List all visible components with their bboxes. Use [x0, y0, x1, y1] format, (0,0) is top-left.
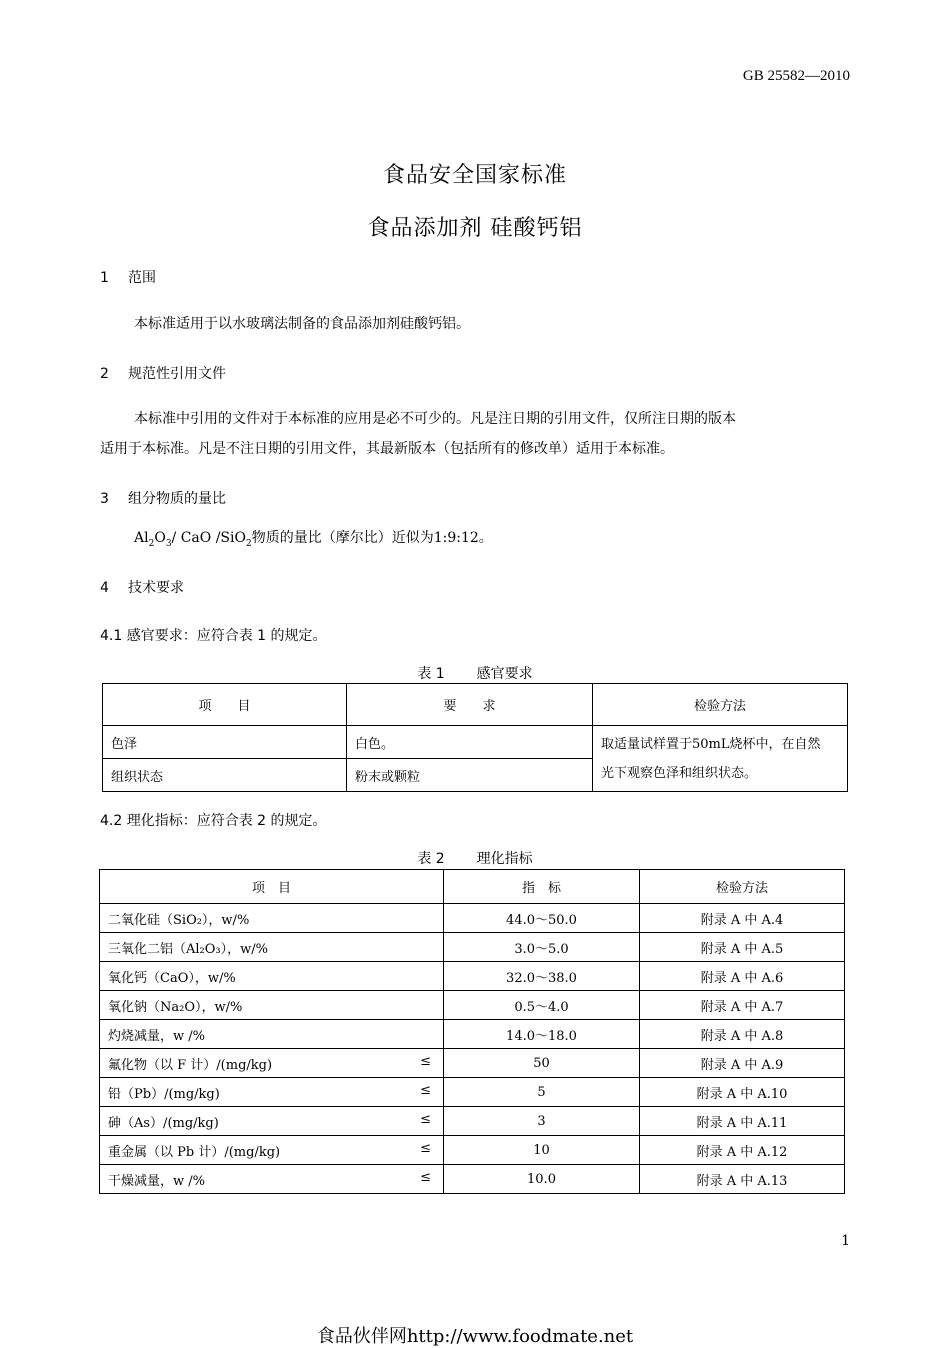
value-cell: 50: [444, 1049, 640, 1078]
value-cell: 32.0～38.0: [444, 962, 640, 991]
ratio-text: 物质的量比（摩尔比）近似为1:9:12。: [251, 530, 493, 546]
section-number: 4: [100, 580, 109, 596]
method-cell: 附录 A 中 A.6: [640, 962, 845, 991]
method-line: 取适量试样置于50mL烧杯中，在自然: [601, 736, 821, 752]
method-cell: 附录 A 中 A.8: [640, 1020, 845, 1049]
table-row: [100, 904, 845, 933]
caption-number: 表 1: [417, 666, 445, 682]
section-number: 2: [100, 366, 109, 382]
item-cell: [100, 1136, 444, 1165]
item-label: 重金属（以 Pb 计）/(mg/kg): [108, 1144, 281, 1160]
value-cell: 3: [444, 1107, 640, 1136]
le-symbol: ≤: [420, 1140, 431, 1156]
value-cell: 14.0～18.0: [444, 1020, 640, 1049]
value-cell: 5: [444, 1078, 640, 1107]
table-row: [100, 991, 845, 1020]
item-cell: 组织状态: [103, 759, 347, 792]
table-row: [100, 1107, 845, 1136]
method-cell: 附录 A 中 A.12: [640, 1136, 845, 1165]
section-4-2-heading: 4.2 理化指标：应符合表 2 的规定。: [100, 813, 327, 829]
section-3-heading: [100, 488, 226, 508]
item-cell: 三氧化二铝（Al₂O₃），w/%: [100, 933, 444, 962]
table-header-row: [103, 684, 848, 726]
item-cell: 灼烧减量，w /%: [100, 1020, 444, 1049]
section-title: 范围: [128, 270, 156, 286]
le-symbol: ≤: [420, 1111, 431, 1127]
item-label: 砷（As）/(mg/kg): [108, 1115, 219, 1131]
le-symbol: ≤: [420, 1053, 431, 1069]
table-row: [100, 1078, 845, 1107]
caption-title: 理化指标: [476, 851, 533, 867]
page-title: 食品安全国家标准: [382, 163, 567, 188]
method-cell: 附录 A 中 A.5: [640, 933, 845, 962]
le-symbol: ≤: [420, 1082, 431, 1098]
table-row: [100, 1165, 845, 1194]
item-label: 氟化物（以 F 计）/(mg/kg): [108, 1057, 273, 1073]
table-row: [100, 962, 845, 991]
section-3-text: [134, 522, 493, 561]
table-2: [99, 869, 845, 1194]
value-cell: 3.0～5.0: [444, 933, 640, 962]
section-number: 3: [100, 491, 109, 507]
value-cell: 10: [444, 1136, 640, 1165]
header-cell: 指 标: [444, 870, 640, 904]
table-1: [102, 683, 848, 792]
table-row: [103, 726, 848, 759]
table-row: [100, 1136, 845, 1165]
item-cell: 色泽: [103, 726, 347, 759]
table-header-row: [100, 870, 845, 904]
method-cell: 附录 A 中 A.10: [640, 1078, 845, 1107]
table-1-caption: [0, 663, 950, 683]
method-cell: [593, 726, 848, 792]
requirement-cell: 白色。: [347, 726, 593, 759]
item-cell: [100, 1107, 444, 1136]
header-cell: 检验方法: [640, 870, 845, 904]
item-cell: [100, 1165, 444, 1194]
footer-link[interactable]: 食品伙伴网http://www.foodmate.net: [316, 1326, 634, 1347]
section-4-1-heading: 4.1 感官要求：应符合表 1 的规定。: [100, 628, 327, 644]
section-title: 组分物质的量比: [128, 491, 226, 507]
item-label: 铅（Pb）/(mg/kg): [108, 1086, 220, 1102]
section-1-heading: [100, 267, 156, 287]
item-cell: [100, 1078, 444, 1107]
value-cell: 0.5～4.0: [444, 991, 640, 1020]
item-cell: [100, 1049, 444, 1078]
method-cell: 附录 A 中 A.9: [640, 1049, 845, 1078]
section-title: 规范性引用文件: [128, 366, 226, 382]
item-cell: 氧化钙（CaO），w/%: [100, 962, 444, 991]
section-1-text: 本标准适用于以水玻璃法制备的食品添加剂硅酸钙铝。: [134, 316, 470, 332]
item-cell: 二氧化硅（SiO₂），w/%: [100, 904, 444, 933]
header-cell: 项 目: [100, 870, 444, 904]
caption-number: 表 2: [417, 851, 445, 867]
item-label: 干燥减量，w /%: [108, 1173, 205, 1189]
page-subtitle: 食品添加剂 硅酸钙铝: [367, 216, 583, 241]
formula: $Al_2O_3/$ CaO /SiO$_2$: [134, 530, 252, 549]
header-cell: 项 目: [103, 684, 347, 726]
method-cell: 附录 A 中 A.7: [640, 991, 845, 1020]
value-cell: 44.0～50.0: [444, 904, 640, 933]
page-number: 1: [841, 1233, 850, 1249]
section-title: 技术要求: [128, 580, 184, 596]
section-2-line1: 本标准中引用的文件对于本标准的应用是必不可少的。凡是注日期的引用文件，仅所注日期的版本: [134, 411, 736, 427]
item-cell: 氧化钠（Na₂O），w/%: [100, 991, 444, 1020]
header-cell: 要 求: [347, 684, 593, 726]
table-row: [100, 1049, 845, 1078]
table-row: [100, 1020, 845, 1049]
header-cell: 检验方法: [593, 684, 848, 726]
section-number: 1: [100, 270, 109, 286]
requirement-cell: 粉末或颗粒: [347, 759, 593, 792]
caption-title: 感官要求: [476, 666, 533, 682]
section-2-line2: 适用于本标准。凡是不注日期的引用文件，其最新版本（包括所有的修改单）适用于本标准。: [100, 441, 674, 457]
le-symbol: ≤: [420, 1169, 431, 1185]
standard-code: GB 25582—2010: [742, 68, 850, 84]
method-line: 光下观察色泽和组织状态。: [601, 765, 758, 781]
table-2-caption: [0, 848, 950, 868]
section-4-heading: [100, 577, 184, 597]
method-cell: 附录 A 中 A.4: [640, 904, 845, 933]
method-cell: 附录 A 中 A.11: [640, 1107, 845, 1136]
table-row: [100, 933, 845, 962]
value-cell: 10.0: [444, 1165, 640, 1194]
method-cell: 附录 A 中 A.13: [640, 1165, 845, 1194]
section-2-heading: [100, 363, 226, 383]
